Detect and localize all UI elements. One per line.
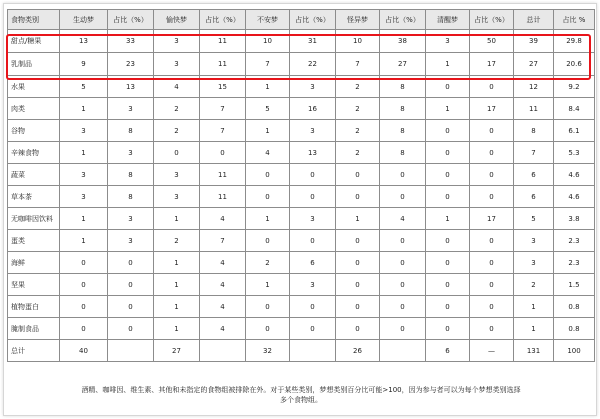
value-cell: 2 (154, 230, 200, 252)
value-cell: 0 (290, 164, 336, 186)
column-header: 愉快梦 (154, 10, 200, 30)
food-category-cell: 草本茶 (8, 186, 60, 208)
value-cell: 2 (336, 76, 380, 98)
value-cell: 16 (290, 98, 336, 120)
value-cell: 0 (426, 274, 470, 296)
value-cell: 9 (60, 53, 108, 76)
value-cell: 1 (246, 120, 290, 142)
value-cell: 2.3 (554, 230, 595, 252)
value-cell: 0 (470, 164, 514, 186)
table-row (8, 230, 595, 252)
value-cell: 0 (426, 186, 470, 208)
value-cell: 0 (336, 274, 380, 296)
value-cell: 0 (380, 274, 426, 296)
value-cell: 10 (336, 30, 380, 53)
value-cell: 0 (380, 252, 426, 274)
total-value-cell: 27 (154, 340, 200, 362)
value-cell: 1.5 (554, 274, 595, 296)
value-cell: 0 (470, 142, 514, 164)
food-category-cell: 谷物 (8, 120, 60, 142)
table-row (8, 120, 595, 142)
table-figure (3, 3, 597, 416)
value-cell: 6.1 (554, 120, 595, 142)
value-cell: 3 (154, 186, 200, 208)
value-cell: 8 (380, 76, 426, 98)
value-cell: 8 (514, 120, 554, 142)
value-cell: 7 (200, 98, 246, 120)
value-cell: 10 (246, 30, 290, 53)
food-category-cell: 肉类 (8, 98, 60, 120)
value-cell: 3 (108, 98, 154, 120)
value-cell: 2 (336, 142, 380, 164)
value-cell: 9.2 (554, 76, 595, 98)
total-value-cell: 131 (514, 340, 554, 362)
value-cell: 0 (380, 296, 426, 318)
value-cell: 1 (154, 296, 200, 318)
value-cell: 0 (108, 274, 154, 296)
value-cell: 1 (60, 208, 108, 230)
column-header: 总计 (514, 10, 554, 30)
value-cell: 0 (426, 318, 470, 340)
value-cell: 0 (470, 318, 514, 340)
total-value-cell (380, 340, 426, 362)
value-cell: 3 (290, 208, 336, 230)
value-cell: 0 (470, 230, 514, 252)
value-cell: 17 (470, 98, 514, 120)
value-cell: 3.8 (554, 208, 595, 230)
column-header: 占比（%） (200, 10, 246, 30)
total-value-cell: 26 (336, 340, 380, 362)
value-cell: 0 (426, 120, 470, 142)
value-cell: 3 (60, 186, 108, 208)
value-cell: 15 (200, 76, 246, 98)
value-cell: 0 (470, 296, 514, 318)
total-value-cell (290, 340, 336, 362)
total-value-cell (200, 340, 246, 362)
value-cell: 2.3 (554, 252, 595, 274)
value-cell: 7 (246, 53, 290, 76)
value-cell: 4 (200, 208, 246, 230)
value-cell: 4 (200, 318, 246, 340)
value-cell: 0 (60, 274, 108, 296)
value-cell: 0 (336, 164, 380, 186)
table-row (8, 252, 595, 274)
column-header: 占比（%） (380, 10, 426, 30)
value-cell: 0 (426, 252, 470, 274)
value-cell: 0.8 (554, 296, 595, 318)
value-cell: 33 (108, 30, 154, 53)
value-cell: 2 (336, 120, 380, 142)
value-cell: 1 (60, 142, 108, 164)
value-cell: 7 (514, 142, 554, 164)
value-cell: 2 (154, 98, 200, 120)
value-cell: 0 (426, 164, 470, 186)
value-cell: 3 (108, 230, 154, 252)
table-footnote (4, 385, 598, 405)
column-header: 占比（%） (470, 10, 514, 30)
value-cell: 1 (60, 98, 108, 120)
table-header-row (8, 10, 595, 30)
value-cell: 0 (380, 186, 426, 208)
value-cell: 3 (426, 30, 470, 53)
value-cell: 8 (380, 120, 426, 142)
value-cell: 1 (426, 53, 470, 76)
value-cell: 3 (154, 164, 200, 186)
value-cell: 17 (470, 53, 514, 76)
value-cell: 3 (60, 120, 108, 142)
value-cell: 11 (200, 186, 246, 208)
value-cell: 0 (246, 186, 290, 208)
value-cell: 0 (380, 230, 426, 252)
value-cell: 6 (514, 186, 554, 208)
value-cell: 0 (290, 318, 336, 340)
value-cell: 23 (108, 53, 154, 76)
value-cell: 13 (60, 30, 108, 53)
value-cell: 8 (108, 120, 154, 142)
table-row (8, 142, 595, 164)
value-cell: 8 (108, 164, 154, 186)
header-food-category: 食物类别 (8, 10, 60, 30)
value-cell: 0 (290, 296, 336, 318)
value-cell: 0 (380, 164, 426, 186)
value-cell: 1 (154, 252, 200, 274)
value-cell: 2 (154, 120, 200, 142)
value-cell: 1 (514, 318, 554, 340)
food-dream-table (7, 9, 595, 362)
value-cell: 4 (380, 208, 426, 230)
value-cell: 0 (60, 318, 108, 340)
value-cell: 1 (154, 318, 200, 340)
value-cell: 12 (514, 76, 554, 98)
value-cell: 11 (200, 53, 246, 76)
value-cell: 29.8 (554, 30, 595, 53)
value-cell: 0 (246, 230, 290, 252)
value-cell: 0 (246, 164, 290, 186)
value-cell: 0.8 (554, 318, 595, 340)
value-cell: 3 (514, 230, 554, 252)
total-value-cell: — (470, 340, 514, 362)
value-cell: 5 (60, 76, 108, 98)
food-category-cell: 无咖啡因饮料 (8, 208, 60, 230)
column-header: 生动梦 (60, 10, 108, 30)
value-cell: 1 (336, 208, 380, 230)
value-cell: 0 (336, 252, 380, 274)
table-row (8, 98, 595, 120)
value-cell: 50 (470, 30, 514, 53)
value-cell: 1 (154, 274, 200, 296)
value-cell: 17 (470, 208, 514, 230)
value-cell: 0 (470, 274, 514, 296)
value-cell: 2 (246, 252, 290, 274)
total-value-cell: 6 (426, 340, 470, 362)
value-cell: 0 (60, 296, 108, 318)
value-cell: 8 (108, 186, 154, 208)
value-cell: 0 (154, 142, 200, 164)
table-row (8, 208, 595, 230)
value-cell: 8 (380, 142, 426, 164)
value-cell: 0 (470, 252, 514, 274)
value-cell: 3 (108, 142, 154, 164)
value-cell: 11 (514, 98, 554, 120)
value-cell: 1 (514, 296, 554, 318)
value-cell: 4.6 (554, 186, 595, 208)
table-row (8, 164, 595, 186)
value-cell: 20.6 (554, 53, 595, 76)
value-cell: 0 (470, 186, 514, 208)
value-cell: 27 (514, 53, 554, 76)
value-cell: 0 (336, 318, 380, 340)
total-value-cell: 40 (60, 340, 108, 362)
value-cell: 3 (290, 76, 336, 98)
column-header: 清醒梦 (426, 10, 470, 30)
value-cell: 0 (426, 230, 470, 252)
value-cell: 0 (108, 318, 154, 340)
food-category-cell: 蔬菜 (8, 164, 60, 186)
value-cell: 1 (60, 230, 108, 252)
value-cell: 0 (470, 120, 514, 142)
column-header: 不安梦 (246, 10, 290, 30)
column-header: 占比 % (554, 10, 595, 30)
food-category-cell: 腌制食品 (8, 318, 60, 340)
food-category-cell: 坚果 (8, 274, 60, 296)
value-cell: 13 (108, 76, 154, 98)
value-cell: 3 (154, 30, 200, 53)
value-cell: 3 (514, 252, 554, 274)
value-cell: 8.4 (554, 98, 595, 120)
value-cell: 4 (200, 274, 246, 296)
value-cell: 39 (514, 30, 554, 53)
value-cell: 6 (514, 164, 554, 186)
value-cell: 38 (380, 30, 426, 53)
value-cell: 6 (290, 252, 336, 274)
value-cell: 11 (200, 164, 246, 186)
total-label-cell: 总计 (8, 340, 60, 362)
value-cell: 0 (200, 142, 246, 164)
value-cell: 4 (200, 252, 246, 274)
table-row (8, 30, 595, 53)
value-cell: 3 (154, 53, 200, 76)
value-cell: 0 (470, 76, 514, 98)
value-cell: 4 (154, 76, 200, 98)
value-cell: 0 (246, 296, 290, 318)
value-cell: 2 (336, 98, 380, 120)
column-header: 怪异梦 (336, 10, 380, 30)
food-category-cell: 蛋类 (8, 230, 60, 252)
total-value-cell: 32 (246, 340, 290, 362)
value-cell: 0 (108, 252, 154, 274)
table-row (8, 274, 595, 296)
food-category-cell: 乳制品 (8, 53, 60, 76)
value-cell: 5 (514, 208, 554, 230)
table-row (8, 296, 595, 318)
value-cell: 7 (200, 230, 246, 252)
value-cell: 0 (60, 252, 108, 274)
value-cell: 1 (246, 76, 290, 98)
value-cell: 1 (246, 274, 290, 296)
value-cell: 0 (336, 230, 380, 252)
value-cell: 4.6 (554, 164, 595, 186)
food-category-cell: 甜点/糖果 (8, 30, 60, 53)
value-cell: 0 (336, 186, 380, 208)
table-row (8, 186, 595, 208)
value-cell: 7 (336, 53, 380, 76)
value-cell: 3 (60, 164, 108, 186)
footnote-line-2: 多个食物组。 (280, 396, 322, 404)
value-cell: 0 (426, 76, 470, 98)
value-cell: 0 (336, 296, 380, 318)
table-row (8, 318, 595, 340)
column-header: 占比（%） (108, 10, 154, 30)
total-value-cell (108, 340, 154, 362)
value-cell: 0 (108, 296, 154, 318)
value-cell: 27 (380, 53, 426, 76)
total-row (8, 340, 595, 362)
value-cell: 1 (154, 208, 200, 230)
value-cell: 13 (290, 142, 336, 164)
value-cell: 1 (426, 208, 470, 230)
column-header: 占比（%） (290, 10, 336, 30)
value-cell: 2 (514, 274, 554, 296)
table-row (8, 53, 595, 76)
value-cell: 11 (200, 30, 246, 53)
value-cell: 0 (290, 230, 336, 252)
value-cell: 1 (246, 208, 290, 230)
food-category-cell: 水果 (8, 76, 60, 98)
value-cell: 5 (246, 98, 290, 120)
value-cell: 1 (426, 98, 470, 120)
value-cell: 8 (380, 98, 426, 120)
value-cell: 3 (290, 120, 336, 142)
value-cell: 4 (200, 296, 246, 318)
value-cell: 22 (290, 53, 336, 76)
footnote-line-1: 酒精、咖啡因、维生素、其他和未指定的食物组被排除在外。对于某些类别，梦想类别百分比可能>100，因为参与者可以为每个梦想类别选择 (81, 386, 521, 394)
value-cell: 0 (246, 318, 290, 340)
value-cell: 4 (246, 142, 290, 164)
value-cell: 0 (290, 186, 336, 208)
value-cell: 5.3 (554, 142, 595, 164)
value-cell: 0 (380, 318, 426, 340)
value-cell: 0 (426, 296, 470, 318)
table-row (8, 76, 595, 98)
value-cell: 7 (200, 120, 246, 142)
total-value-cell: 100 (554, 340, 595, 362)
value-cell: 3 (108, 208, 154, 230)
food-category-cell: 辛辣食物 (8, 142, 60, 164)
value-cell: 3 (290, 274, 336, 296)
food-category-cell: 植物蛋白 (8, 296, 60, 318)
value-cell: 0 (426, 142, 470, 164)
food-category-cell: 海鲜 (8, 252, 60, 274)
value-cell: 31 (290, 30, 336, 53)
